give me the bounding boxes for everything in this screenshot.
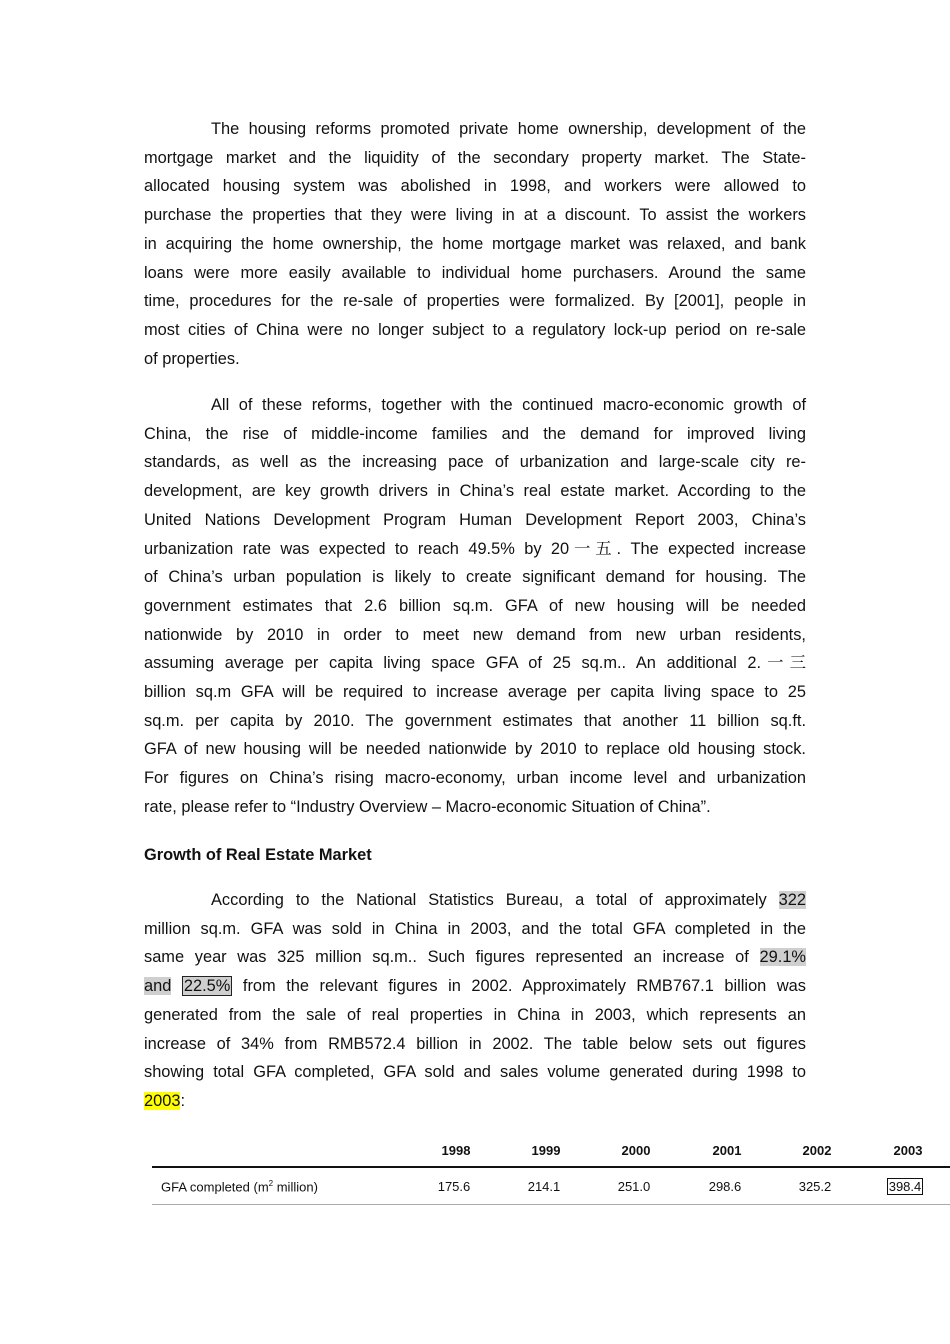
text-line: government estimates that 2.6 billion sq.m. GFA of new housing will be needed xyxy=(144,596,806,615)
table-cell: 251.0 xyxy=(617,1179,651,1194)
gfa-table xyxy=(152,1138,950,1205)
text-line: China, the rise of middle-income families and the demand for improved living xyxy=(144,424,806,443)
text-line: sq.m. per capita by 2010. The government estimates that another 11 billion sq.ft. xyxy=(144,711,806,730)
highlighted-figure: 29.1% xyxy=(759,948,807,967)
text-line xyxy=(144,886,806,915)
text-line: allocated housing system was abolished in 1998, and workers were allowed to xyxy=(144,177,806,196)
table-row xyxy=(152,1168,950,1205)
text-line: urbanization rate was expected to reach 49.5% by 20一五. The expected increase xyxy=(144,539,806,558)
text-line: of properties. xyxy=(144,349,240,368)
table-header-cell: 2001 xyxy=(712,1143,742,1158)
text-line: For figures on China’s rising macro-economy, urban income level and urbanization xyxy=(144,769,806,788)
text-span: million) xyxy=(273,1179,318,1195)
text-line: standards, as well as the increasing pace of urbanization and large-scale city re- xyxy=(144,453,806,472)
text-line: rate, please refer to “Industry Overview – Macro-economic Situation of China”. xyxy=(144,797,711,816)
text-line: million sq.m. GFA was sold in China in 2003, and the total GFA completed in the xyxy=(144,919,806,938)
table-cell-boxed xyxy=(875,1179,935,1194)
text-line: increase of 34% from RMB572.4 billion in 2002. The table below sets out figures xyxy=(144,1034,806,1053)
text-line: The housing reforms promoted private home ownership, development of the xyxy=(211,120,806,138)
table-header-cell: 1999 xyxy=(531,1143,561,1158)
text-line: in acquiring the home ownership, the home mortgage market was relaxed, and bank xyxy=(144,234,806,253)
table-header-cell: 1998 xyxy=(441,1143,471,1158)
table-row-label xyxy=(161,1179,318,1194)
text-line: billion sq.m GFA will be required to increase average per capita living space to 25 xyxy=(144,683,806,702)
text-line: development, are key growth drivers in China’s real estate market. According to the xyxy=(144,482,806,501)
paragraph-housing-reforms xyxy=(144,115,806,373)
text-line: nationwide by 2010 in order to meet new demand from new urban residents, xyxy=(144,625,806,644)
table-cell: 325.2 xyxy=(798,1179,832,1194)
section-heading: Growth of Real Estate Market xyxy=(144,846,372,864)
table-cell: 298.6 xyxy=(708,1179,742,1194)
text-span: GFA completed (m xyxy=(161,1179,269,1195)
text-line: All of these reforms, together with the continued macro-economic growth of xyxy=(211,396,806,414)
text-line: time, procedures for the re-sale of properties were formalized. By [2001], people in xyxy=(144,292,806,311)
paragraph-market-growth xyxy=(144,886,806,1116)
yellow-highlighted-year: 2003 xyxy=(144,1091,181,1110)
text-line: most cities of China were no longer subject to a regulatory lock-up period on re-sale xyxy=(144,320,806,339)
text-line: of China’s urban population is likely to create significant demand for housing. The xyxy=(144,568,806,587)
text-line xyxy=(144,972,806,1001)
text-line: United Nations Development Program Human Development Report 2003, China’s xyxy=(144,510,806,529)
text-span: According to the National Statistics Bureau, a total of approximately xyxy=(211,891,767,909)
text-span: from the relevant figures in 2002. Approximately RMB767.1 billion was xyxy=(242,977,806,996)
text-line xyxy=(144,943,806,972)
boxed-highlighted-figure: 22.5% xyxy=(183,977,231,996)
table-header-cell: 2003 xyxy=(893,1143,923,1158)
table-cell: 214.1 xyxy=(527,1179,561,1194)
boxed-value: 398.4 xyxy=(888,1179,922,1194)
table-header-row xyxy=(152,1138,950,1168)
paragraph-growth-drivers xyxy=(144,391,806,822)
text-line: loans were more easily available to individual home purchasers. Around the same xyxy=(144,263,806,282)
highlighted-text: and xyxy=(144,977,172,996)
highlighted-figure: 322 xyxy=(778,891,806,909)
text-span: same year was 325 million sq.m.. Such figures represented an increase of xyxy=(144,948,749,967)
superscript: 2 xyxy=(268,1179,274,1188)
text-line: showing total GFA completed, GFA sold and sales volume generated during 1998 to xyxy=(144,1063,806,1082)
text-line: GFA of new housing will be needed nationwide by 2010 to replace old housing stock. xyxy=(144,740,806,759)
text-line: mortgage market and the liquidity of the secondary property market. The State- xyxy=(144,148,806,167)
text-line: generated from the sale of real properties in China in 2003, which represents an xyxy=(144,1005,806,1024)
text-span: : xyxy=(180,1091,186,1110)
table-cell: 175.6 xyxy=(437,1179,471,1194)
table-header-cell: 2002 xyxy=(802,1143,832,1158)
text-line: purchase the properties that they were living in at a discount. To assist the workers xyxy=(144,206,806,225)
text-line: assuming average per capita living space GFA of 25 sq.m.. An additional 2.一三 xyxy=(144,654,806,673)
table-header-cell: 2000 xyxy=(621,1143,651,1158)
text-line xyxy=(144,1087,806,1116)
